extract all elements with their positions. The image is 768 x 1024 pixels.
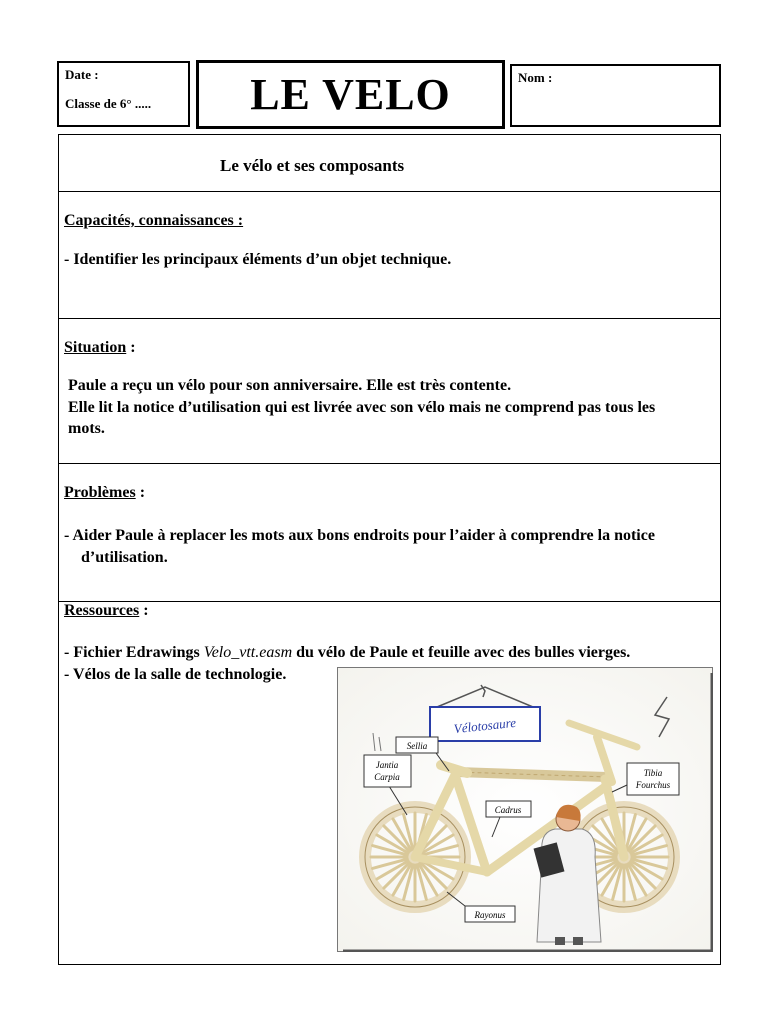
title-box xyxy=(196,60,505,129)
problemes-line2: d’utilisation. xyxy=(81,549,168,566)
problemes-heading xyxy=(64,484,145,502)
file-name: Velo_vtt.easm xyxy=(203,644,293,661)
situation-heading-colon: : xyxy=(126,339,136,356)
capacites-section xyxy=(59,191,720,318)
problemes-section xyxy=(59,463,720,601)
label-jantia-text2: Carpia xyxy=(374,772,400,782)
problemes-line1: - Aider Paule à replacer les mots aux bons endroits pour l’aider à comprendre la notice xyxy=(64,527,655,544)
name-box xyxy=(510,64,721,127)
situation-line2: Elle lit la notice d’utilisation qui est livrée avec son vélo mais ne comprend pas tous les xyxy=(68,399,656,416)
ressources-heading-colon: : xyxy=(139,602,149,619)
ressources-line1 xyxy=(64,642,630,663)
situation-line1: Paule a reçu un vélo pour son anniversaire. Elle est très contente. xyxy=(68,377,512,394)
date-box xyxy=(57,61,190,127)
label-tibia-text1: Tibia xyxy=(643,768,663,778)
ressources-heading xyxy=(64,602,149,620)
situation-heading xyxy=(64,339,136,357)
bicycle-skeleton-illustration xyxy=(337,667,713,952)
subtitle-section xyxy=(59,135,720,191)
ressources-line2: - Vélos de la salle de technologie. xyxy=(64,666,287,683)
ressources-line1-post: du vélo de Paule et feuille avec des bulles vierges. xyxy=(292,644,631,661)
name-label: Nom : xyxy=(518,70,553,85)
situation-section xyxy=(59,318,720,463)
situation-heading-text: Situation xyxy=(64,339,127,356)
section-title: Le vélo et ses composants xyxy=(220,156,405,175)
capacites-item: - Identifier les principaux éléments d’un objet technique. xyxy=(64,251,452,268)
label-sellia-text: Sellia xyxy=(406,741,428,751)
label-tibia-text2: Fourchus xyxy=(635,780,671,790)
ressources-line1-pre: - Fichier Edrawings xyxy=(64,644,204,661)
problemes-heading-colon: : xyxy=(135,484,146,501)
problemes-heading-text: Problèmes xyxy=(64,484,136,501)
class-label: Classe de 6° ..... xyxy=(65,96,152,111)
label-rayonus-text: Rayonus xyxy=(474,910,506,920)
capacites-heading: Capacités, connaissances : xyxy=(64,212,244,229)
date-label: Date : xyxy=(65,67,99,82)
sign-text: Vélotosaure xyxy=(453,714,517,737)
label-jantia-text1: Jantia xyxy=(375,760,399,770)
page-title: LE VELO xyxy=(250,70,451,119)
label-cadrus-text: Cadrus xyxy=(494,805,522,815)
ressources-heading-text: Ressources xyxy=(64,602,140,619)
situation-line3: mots. xyxy=(68,420,105,437)
